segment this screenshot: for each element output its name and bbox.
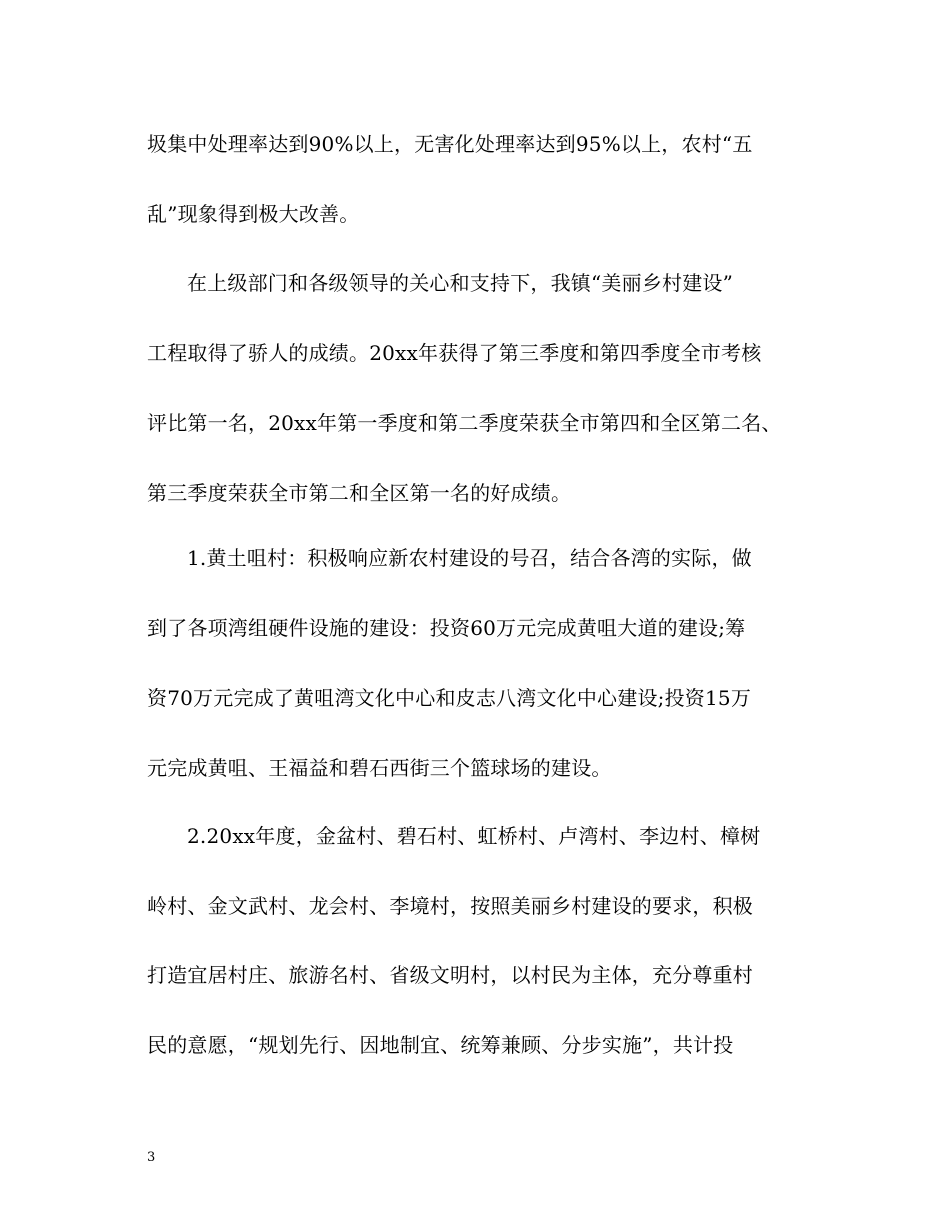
text-line: 乱”现象得到极大改善。 <box>147 202 360 226</box>
text-line: 第三季度荣获全市第二和全区第一名的好成绩。 <box>147 481 572 505</box>
text-line: 元完成黄咀、王福益和碧石西街三个篮球场的建设。 <box>147 756 612 780</box>
text-line: 民的意愿，“规划先行、因地制宜、统筹兼顾、分步实施”，共计投 <box>147 1033 734 1057</box>
text-line: 工程取得了骄人的成绩。20xx年获得了第三季度和第四季度全市考核 <box>147 341 762 365</box>
paragraph-start-line: 1.黄土咀村：积极响应新农村建设的号召，结合各湾的实际，做 <box>187 546 752 570</box>
text-line: 打造宜居村庄、旅游名村、省级文明村，以村民为主体，充分尊重村 <box>147 963 753 987</box>
text-line: 到了各项湾组硬件设施的建设：投资60万元完成黄咀大道的建设;筹 <box>147 616 746 640</box>
text-line: 圾集中处理率达到90%以上，无害化处理率达到95%以上，农村“五 <box>147 132 753 156</box>
page-number: 3 <box>147 1150 156 1165</box>
paragraph-start-line: 2.20xx年度，金盆村、碧石村、虹桥村、卢湾村、李边村、樟树 <box>187 824 761 848</box>
text-line: 岭村、金文武村、龙会村、李境村，按照美丽乡村建设的要求，积极 <box>147 894 753 918</box>
text-line: 评比第一名，20xx年第一季度和第二季度荣获全市第四和全区第二名、 <box>147 411 782 435</box>
text-line: 资70万元完成了黄咀湾文化中心和皮志八湾文化中心建设;投资15万 <box>147 686 752 710</box>
paragraph-start-line: 在上级部门和各级领导的关心和支持下，我镇“美丽乡村建设” <box>187 271 734 295</box>
